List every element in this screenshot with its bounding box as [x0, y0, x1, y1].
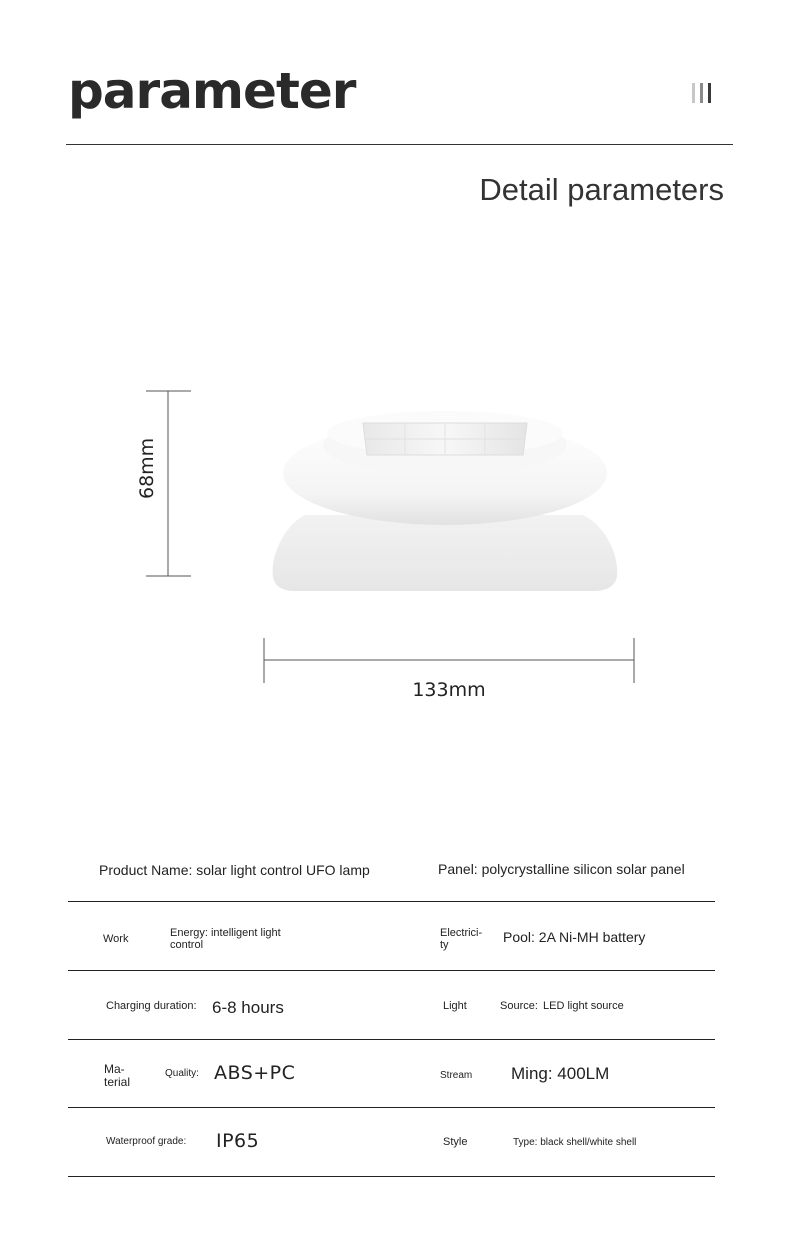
spec-light-mid: Source:: [500, 1000, 538, 1012]
table-row-divider: [68, 1107, 715, 1108]
spec-work-label: Work: [103, 933, 129, 945]
spec-stream-value: Ming: 400LM: [511, 1064, 610, 1083]
table-row-divider: [68, 1039, 715, 1040]
spec-style-label: Style: [443, 1136, 468, 1148]
section-subtitle: Detail parameters: [479, 172, 724, 207]
spec-charging-value: 6-8 hours: [212, 998, 284, 1017]
width-dimension-label: 133mm: [412, 679, 486, 701]
height-dimension-label: 68mm: [136, 437, 158, 499]
spec-material-mid: Quality:: [165, 1068, 199, 1079]
ufo-lamp-image: [265, 405, 625, 600]
table-row-divider: [68, 1176, 715, 1177]
spec-product-name: Product Name: solar light control UFO lamp: [99, 862, 370, 878]
spec-material-label: Ma- terial: [104, 1062, 131, 1089]
spec-waterproof-label: Waterproof grade:: [106, 1136, 187, 1147]
spec-material-value: ABS+PC: [214, 1062, 296, 1084]
spec-electricity-value: Pool: 2A Ni-MH battery: [503, 929, 646, 945]
spec-light-value: LED light source: [543, 1000, 624, 1012]
spec-panel: Panel: polycrystalline silicon solar panel: [438, 861, 685, 877]
table-row-divider: [68, 970, 715, 971]
spec-work-value: Energy: intelligent light control: [170, 927, 281, 951]
table-row-divider: [68, 901, 715, 902]
spec-style-value: Type: black shell/white shell: [513, 1137, 637, 1148]
spec-electricity-label: Electrici- ty: [440, 927, 483, 951]
spec-waterproof-value: IP65: [216, 1130, 260, 1152]
page-title: parameter: [68, 62, 356, 120]
spec-light-label: Light: [443, 1000, 467, 1012]
spec-charging-label: Charging duration:: [106, 1000, 197, 1012]
spec-stream-label: Stream: [440, 1070, 473, 1081]
